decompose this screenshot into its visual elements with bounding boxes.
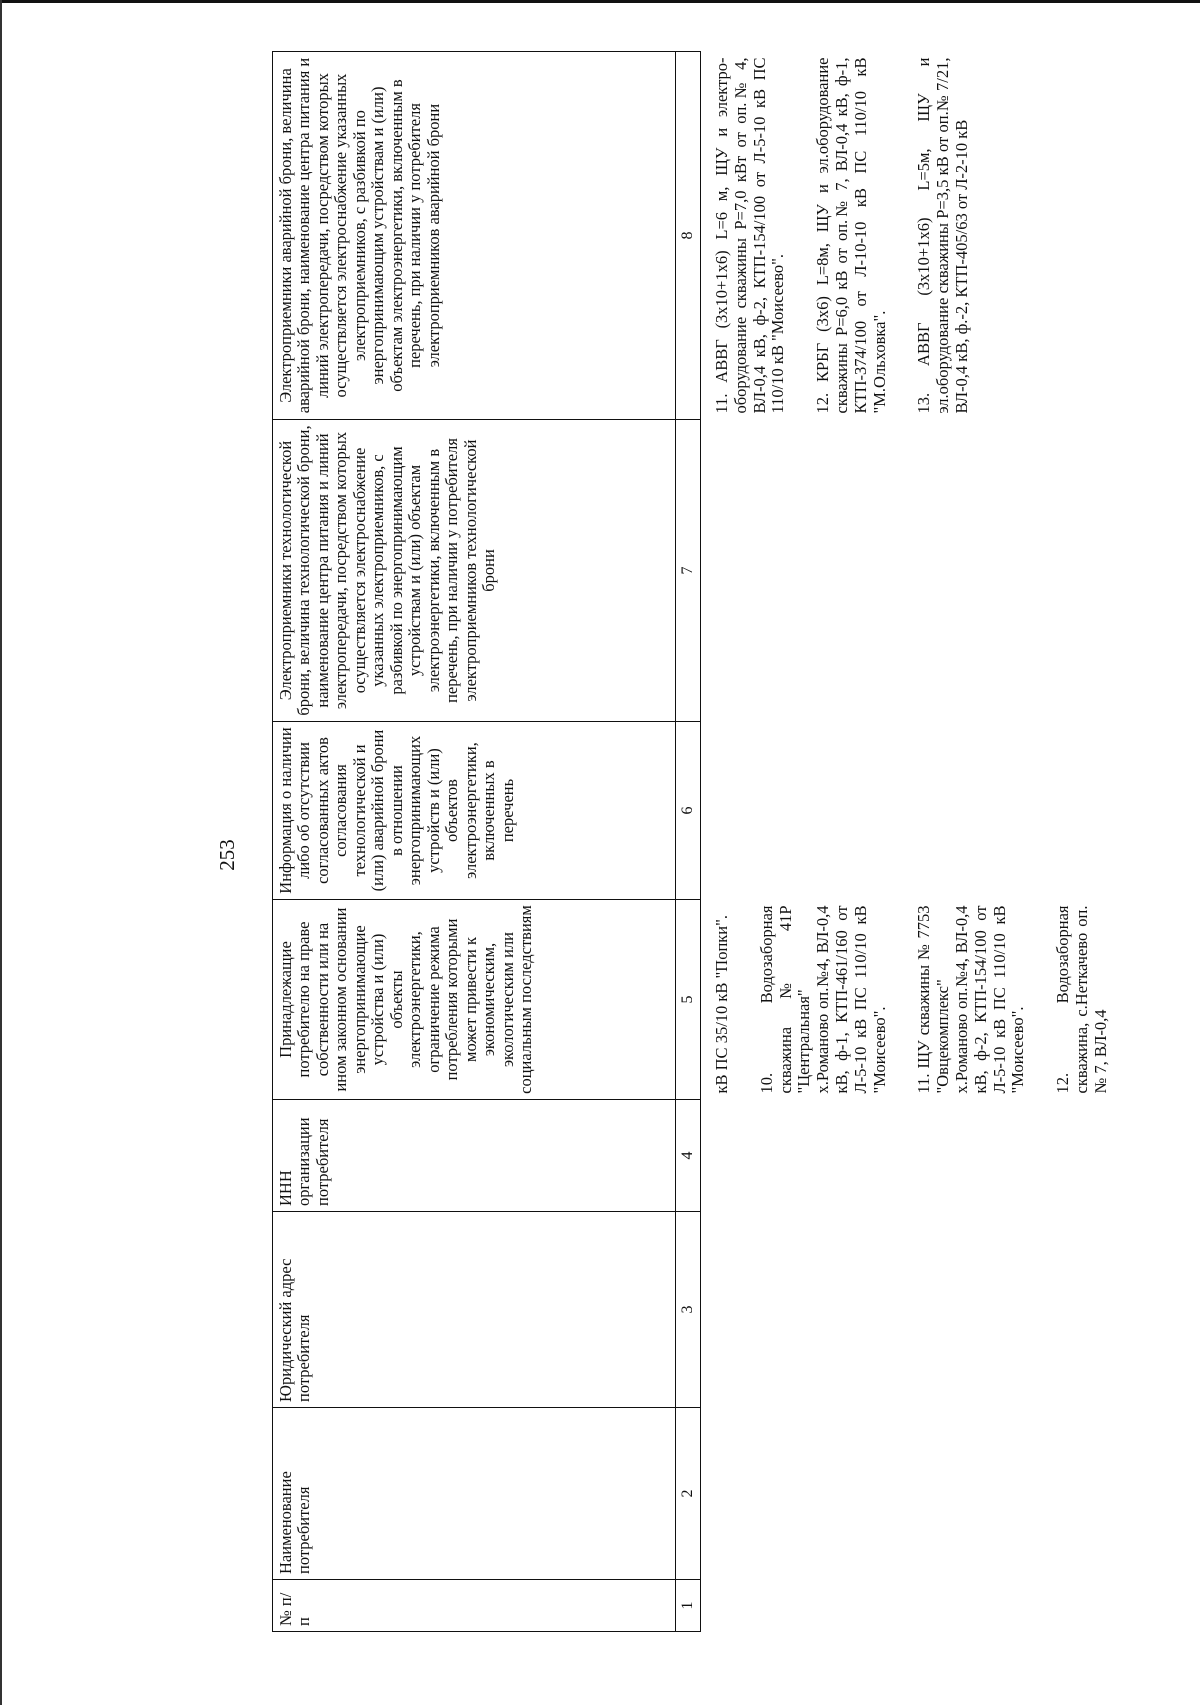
header-row	[273, 52, 676, 1632]
cell-col5	[701, 900, 1137, 1100]
column-number-row	[676, 52, 701, 1632]
col5-entry: 12. Водозаборная скважина, с.Неткачево оп.№ 7, ВЛ-0,4	[1053, 905, 1110, 1094]
col-num-7: 7	[676, 420, 701, 722]
col-header-8: Электроприемники аварийной брони, величина аварийной брони, наименование центра питания и линий электропередачи, посредством которых осуществляется электроснабжение указанных электроприемников, с разбивкой по энергопринимающим устройствам и (или) объектам электроэнергетики, включенным в перечень, при наличии у потребителя электроприемников аварийной брони	[273, 52, 676, 420]
col-header-4: ИНН организации потребителя	[273, 1100, 676, 1212]
col-header-5: Принадлежащие потребителю на праве собственности или на ином законном основании энергопринимающие устройства и (или) объекты электроэнергетики, ограничение режима потребления которыми может привести к экономическим, экологическим или социальным последствиям	[273, 900, 676, 1100]
cell-col7	[701, 420, 1137, 722]
col-header-3: Юридический адрес потребителя	[273, 1212, 676, 1408]
col-header-2: Наименование потребителя	[273, 1408, 676, 1580]
cell-col4	[701, 1100, 1137, 1212]
col-num-8: 8	[676, 52, 701, 420]
body-row	[701, 52, 1137, 1632]
rotated-page	[25, 40, 1145, 1670]
col-num-6: 6	[676, 722, 701, 900]
col-num-3: 3	[676, 1212, 701, 1408]
col-num-1: 1	[676, 1580, 701, 1632]
cell-col8	[701, 52, 1137, 420]
col-num-2: 2	[676, 1408, 701, 1580]
col8-entry: 13. АВВГ (3х10+1х6) L=5м, ЩУ и эл.оборудование скважины Р=3,5 кВ от оп.№ 7/21, ВЛ-0,4 кВ, ф.-2, КТП-405/63 от Л-2-10 кВ	[914, 57, 971, 414]
col-header-1: № п/п	[273, 1580, 676, 1632]
col8-entry: 11. АВВГ (3х10+1х6) L=6 м, ЩУ и электро-оборудование скважины Р=7,0 кВт от оп.№ 4, ВЛ-0,4 кВ, ф-2, КТП-154/100 от Л-5-10 кВ ПС 110/10 кВ "Моисеево".	[712, 57, 788, 414]
col-num-4: 4	[676, 1100, 701, 1212]
col8-entry: 12. КРБГ (3х6) L=8м, ЩУ и эл.оборудование скважины Р=6,0 кВ от оп.№ 7, ВЛ-0,4 кВ, ф-1, КТП-374/100 от Л-10-10 кВ ПС 110/10 кВ "М.Ольховка".	[813, 57, 889, 414]
cell-col3	[701, 1212, 1137, 1408]
page-number: 253	[215, 839, 239, 871]
col5-entry: 11. ЩУ скважины № 7753 "Овцекомплекс" х.Романово оп.№4, ВЛ-0,4 кВ, ф-2, КТП-154/100 от Л-5-10 кВ ПС 110/10 кВ "Моисеево".	[914, 905, 1028, 1094]
col-header-7: Электроприемники технологической брони, величина технологической брони, наименование центра питания и линий электропередачи, посредством которых осуществляется электроснабжение указанных электроприемников, с разбивкой по энергопринимающим устройствам и (или) объектам электроэнергетики, включенным в перечень, при наличии у потребителя электроприемников технологической брони	[273, 420, 676, 722]
consumer-table	[272, 51, 1137, 1632]
scan-edge-left	[0, 0, 2, 1705]
col5-entry: кВ ПС 35/10 кВ "Попки".	[712, 915, 731, 1094]
scan-edge	[0, 0, 1200, 3]
cell-col1	[701, 1580, 1137, 1632]
cell-col2	[701, 1408, 1137, 1580]
col5-entry: 10. Водозаборная скважина № 41Р "Центральная" х.Романово оп.№4, ВЛ-0,4 кВ, ф-1, КТП-461/160 от Л-5-10 кВ ПС 110/10 кВ "Моисеево".	[756, 905, 889, 1094]
col-num-5: 5	[676, 900, 701, 1100]
col-header-6: Информация о наличии либо об отсутствии согласованных актов согласования технологической и (или) аварийной брони в отношении энергопринимающих устройств и (или) объектов электроэнергетики, включенных в перечень	[273, 722, 676, 900]
cell-col6	[701, 722, 1137, 900]
